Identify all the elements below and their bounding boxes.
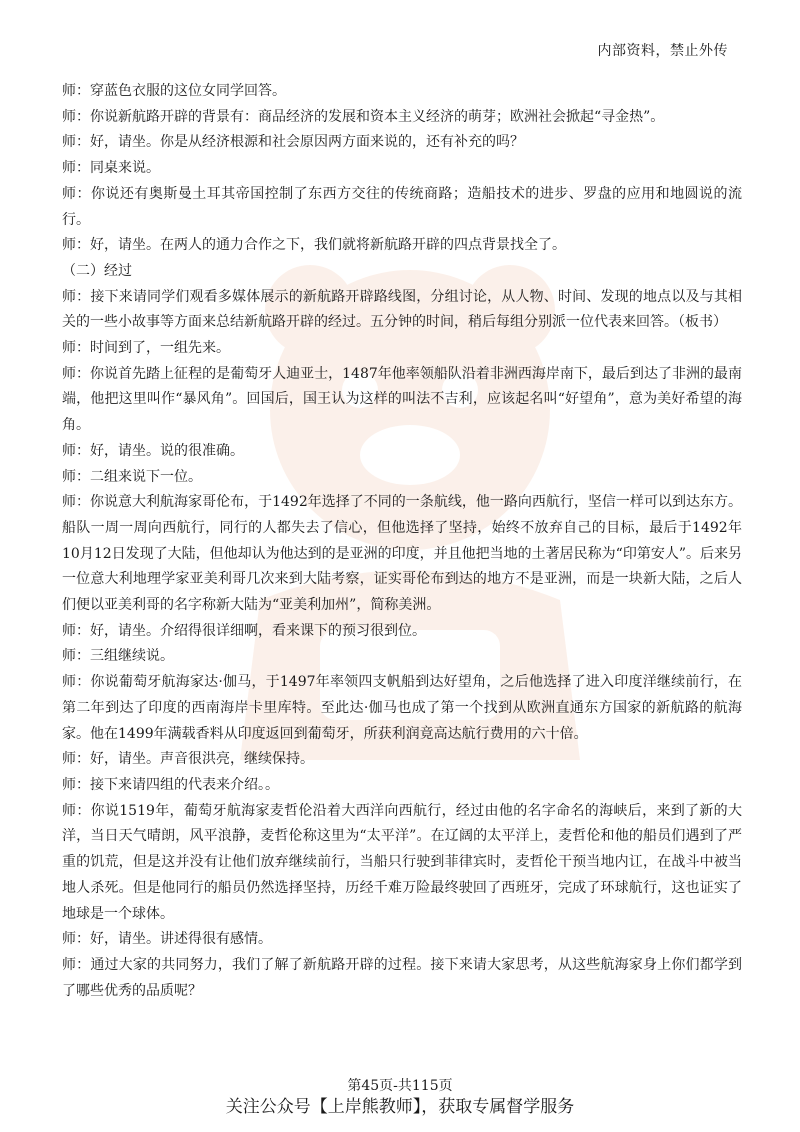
- paragraph: 师：同桌来说。: [62, 160, 160, 177]
- document-body: [62, 79, 742, 1004]
- paragraph: 师：好，请坐。声音很洪亮，继续保持。: [62, 751, 314, 768]
- paragraph: 师：你说首先踏上征程的是葡萄牙人迪亚士，1487年他率领船队沿着非洲西海岸南下，最后到达了非洲的最南端，他把这里叫作“暴风角”。回国后，国王认为这样的叫法不吉利，应该起名叫“好望角”，意为美好希望的海角。: [62, 365, 742, 434]
- page-number: 第45页-共115页: [347, 1078, 453, 1094]
- paragraph: 师：你说1519年，葡萄牙航海家麦哲伦沿着大西洋向西航行，经过由他的名字命名的海峡后，来到了新的大洋，当日天气晴朗，风平浪静，麦哲伦称这里为“太平洋”。在辽阔的太平洋上，麦哲伦和他的船员们遇到了严重的饥荒，但是这并没有让他们放弃继续前行，当船只行驶到菲律宾时，麦哲伦干预当地内讧，在战斗中被当地人杀死。但是他同行的船员仍然选择坚持，历经千难万险最终驶回了西班牙，完成了环球航行，这也证实了地球是一个球体。: [62, 802, 742, 922]
- paragraph: 师：二组来说下一位。: [62, 468, 202, 485]
- paragraph: 师：好，请坐。介绍得很详细啊，看来课下的预习很到位。: [62, 622, 426, 639]
- paragraph: 师：你说葡萄牙航海家达·伽马，于1497年率领四支帆船到达好望角，之后他选择了进入印度洋继续前行，在第二年到达了印度的西南海岸卡里库特。至此达·伽马也成了第一个找到从欧洲直通东方国家的新航路的航海家。他在1499年满载香料从印度返回到葡萄牙，所获利润竟高达航行费用的六十倍。: [62, 674, 742, 742]
- paragraph: 师：通过大家的共同努力，我们了解了新航路开辟的过程。接下来请大家思考，从这些航海家身上你们都学到了哪些优秀的品质呢？: [62, 956, 742, 999]
- paragraph: 师：你说新航路开辟的背景有：商品经济的发展和资本主义经济的萌芽；欧洲社会掀起“寻金热”。: [62, 108, 665, 125]
- paragraph: 师：穿蓝色衣服的这位女同学回答。: [62, 83, 286, 99]
- paragraph: 师：三组继续说。: [62, 648, 174, 665]
- footer-promo-note: 关注公众号【上岸熊教师】，获取专属督学服务: [225, 1097, 575, 1117]
- paragraph: 师：你说还有奥斯曼土耳其帝国控制了东西方交往的传统商路；造船技术的进步、罗盘的应用和地圆说的流行。: [62, 185, 742, 228]
- paragraph: 师：好，请坐。你是从经济根源和社会原因两方面来说的，还有补充的吗？: [62, 134, 524, 151]
- paragraph: 师：好，请坐。在两人的通力合作之下，我们就将新航路开辟的四点背景找全了。: [62, 237, 566, 254]
- paragraph: 师：好，请坐。讲述得很有感情。: [62, 931, 272, 948]
- paragraph: 师：你说意大利航海家哥伦布，于1492年选择了不同的一条航线，他一路向西航行，坚信一样可以到达东方。船队一周一周向西航行，同行的人都失去了信心，但他选择了坚持，始终不放弃自己的目标，最后于1492年10月12日发现了大陆，但他却认为他达到的是亚洲的印度，并且他把当地的土著居民称为“印第安人”。后来另一位意大利地理学家亚美利哥几次来到大陆考察，证实哥伦布到达的地方不是亚洲，而是一块新大陆，之后人们便以亚美利哥的名字称新大陆为“亚美利加州”，简称美洲。: [62, 494, 742, 614]
- confidential-note: 内部资料，禁止外传: [597, 43, 728, 59]
- paragraph: 师：接下来请同学们观看多媒体展示的新航路开辟路线图，分组讨论，从人物、时间、发现的地点以及与其相关的一些小故事等方面来总结新航路开辟的经过。五分钟的时间，稍后每组分别派一位代表来回答。（板书）: [62, 288, 742, 331]
- paragraph: 师：好，请坐。说的很准确。: [62, 442, 244, 459]
- paragraph: 师：时间到了，一组先来。: [62, 340, 230, 357]
- section-heading: （二）经过: [62, 262, 132, 279]
- paragraph: 师：接下来请四组的代表来介绍。。: [62, 776, 279, 793]
